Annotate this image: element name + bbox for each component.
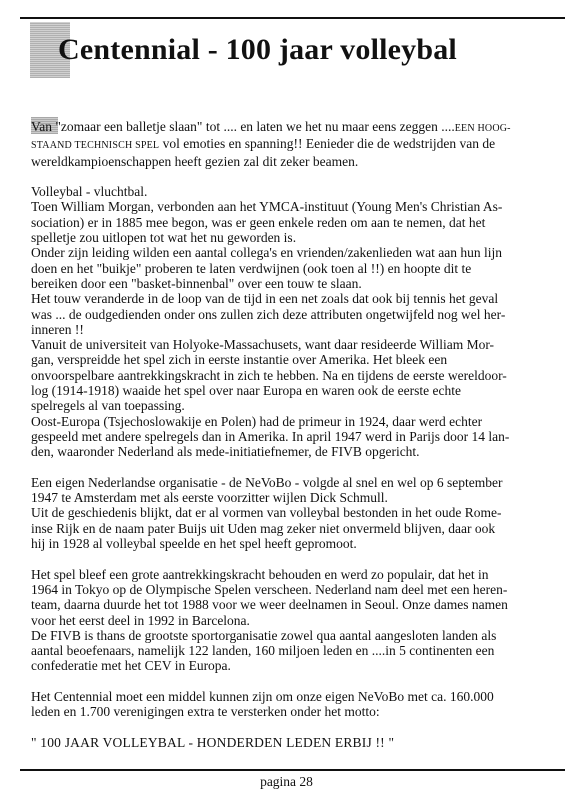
intro-line-2 — [31, 136, 546, 153]
text-line: De FIVB is thans de grootste sportorganisatie zowel qua aantal aangesloten landen als — [31, 627, 497, 643]
text-line: bereiken door een "basket-binnenbal" over een touw te slaan. — [31, 275, 362, 291]
text-line: onvoorspelbare aantrekkingskracht in zich te hebben. Na en tijdens de eerste wereldoor- — [31, 367, 507, 383]
text-line: 1964 in Tokyo op de Olympische Spelen verscheen. Nederland nam deel met een heren- — [31, 581, 508, 597]
page-number: pagina 28 — [260, 774, 313, 789]
intro-caps: STAAND TECHNISCH SPEL — [31, 140, 160, 152]
article-body — [31, 119, 546, 750]
intro-text: vol emoties en spanning!! Eenieder die de wedstrijden van de — [159, 136, 496, 152]
text-line: doen en het "buikje" proberen te laten verdwijnen (ook toen al !!) en hoopte dit te — [31, 260, 472, 276]
text-line: Het spel bleef een grote aantrekkingskracht behouden en werd zo populair, dat het in — [31, 566, 489, 582]
top-rule — [20, 17, 565, 19]
text-line: Vanuit de universiteit van Holyoke-Massachusets, want daar resideerde William Mor- — [31, 337, 495, 353]
text-line: Toen William Morgan, verbonden aan het YMCA-instituut (Young Men's Christian As- — [31, 199, 503, 215]
text-line: Oost-Europa (Tsjechoslowakije en Polen) had de primeur in 1924, daar werd echter — [31, 413, 483, 429]
section-nevobo — [31, 475, 546, 551]
text-line: aantal beoefenaars, namelijk 122 landen, 160 miljoen leden en ....in 5 continenten een — [31, 643, 495, 659]
motto: " 100 JAAR VOLLEYBAL - HONDERDEN LEDEN ERBIJ !! " — [31, 734, 395, 750]
section-heading: Volleybal - vluchtbal. — [31, 184, 148, 200]
intro-text: Van "zomaar een balletje slaan" tot .... en laten we het nu maar eens zeggen .... — [31, 119, 455, 134]
text-line: den, waaronder Nederland als mede-initiatiefnemer, de FIVB opgericht. — [31, 444, 420, 460]
intro-line-1 — [31, 119, 546, 136]
text-line: Het Centennial moet een middel kunnen zijn om onze eigen NeVoBo met ca. 160.000 — [31, 688, 494, 704]
intro-line-3: wereldkampioenschappen heeft gezien zal dit zeker beamen. — [31, 153, 359, 169]
text-line: voor het eerst deel in 1992 in Barcelona. — [31, 612, 250, 628]
text-line: leden en 1.700 verenigingen extra te versterken onder het motto: — [31, 704, 380, 720]
text-line: Uit de geschiedenis blijkt, dat er al vormen van volleybal bestonden in het oude Rome- — [31, 505, 502, 521]
page-title: Centennial - 100 jaar volleybal — [58, 33, 457, 66]
text-line: was ... de oudgedienden onder ons zullen zich deze attributen ongetwijfeld nog wel her- — [31, 306, 506, 322]
text-line: log (1914-1918) waaide het spel over naar Europa en waren ook de eerste echte — [31, 383, 461, 399]
text-line: Het touw veranderde in de loop van de tijd in een net zoals dat ook bij tennis het geval — [31, 291, 499, 307]
intro-paragraph — [31, 119, 546, 169]
section-olympics — [31, 567, 546, 674]
text-line: spelletje zou uitlopen tot wat het nu geworden is. — [31, 230, 297, 246]
text-line: sociation) er in 1885 mee begon, was er geen enkele reden om aan te nemen, dat het — [31, 214, 486, 230]
text-line: hij in 1928 al volleybal speelde en het spel heeft gepromoot. — [31, 536, 357, 552]
bottom-rule — [20, 769, 565, 771]
text-line: gespeeld met andere spelregels dan in Amerika. In april 1947 werd in Parijs door 14 lan- — [31, 428, 510, 444]
section-history — [31, 184, 546, 459]
intro-caps: EEN HOOG- — [454, 123, 511, 134]
text-line: 1947 te Amsterdam met als eerste voorzitter wijlen Dick Schmull. — [31, 490, 388, 506]
text-line: confederatie met het CEV in Europa. — [31, 658, 231, 674]
text-line: Een eigen Nederlandse organisatie - de NeVoBo - volgde al snel en wel op 6 september — [31, 474, 503, 490]
text-line: spelregels al van toepassing. — [31, 398, 185, 414]
text-line: Onder zijn leiding wilden een aantal collega's en vrienden/zakenlieden wat aan hun lijn — [31, 245, 503, 261]
text-line: team, daarna duurde het tot 1988 voor we weer deelnamen in Seoul. Onze dames namen — [31, 597, 508, 613]
text-line: gan, verspreidde het spel zich in eerste instantie over Amerika. Het bleek een — [31, 352, 448, 368]
section-centennial — [31, 689, 546, 720]
text-line: inneren !! — [31, 321, 84, 337]
text-line: inse Rijk en de naam pater Buijs uit Uden mag zeker niet onvermeld blijven, daar ook — [31, 520, 496, 536]
